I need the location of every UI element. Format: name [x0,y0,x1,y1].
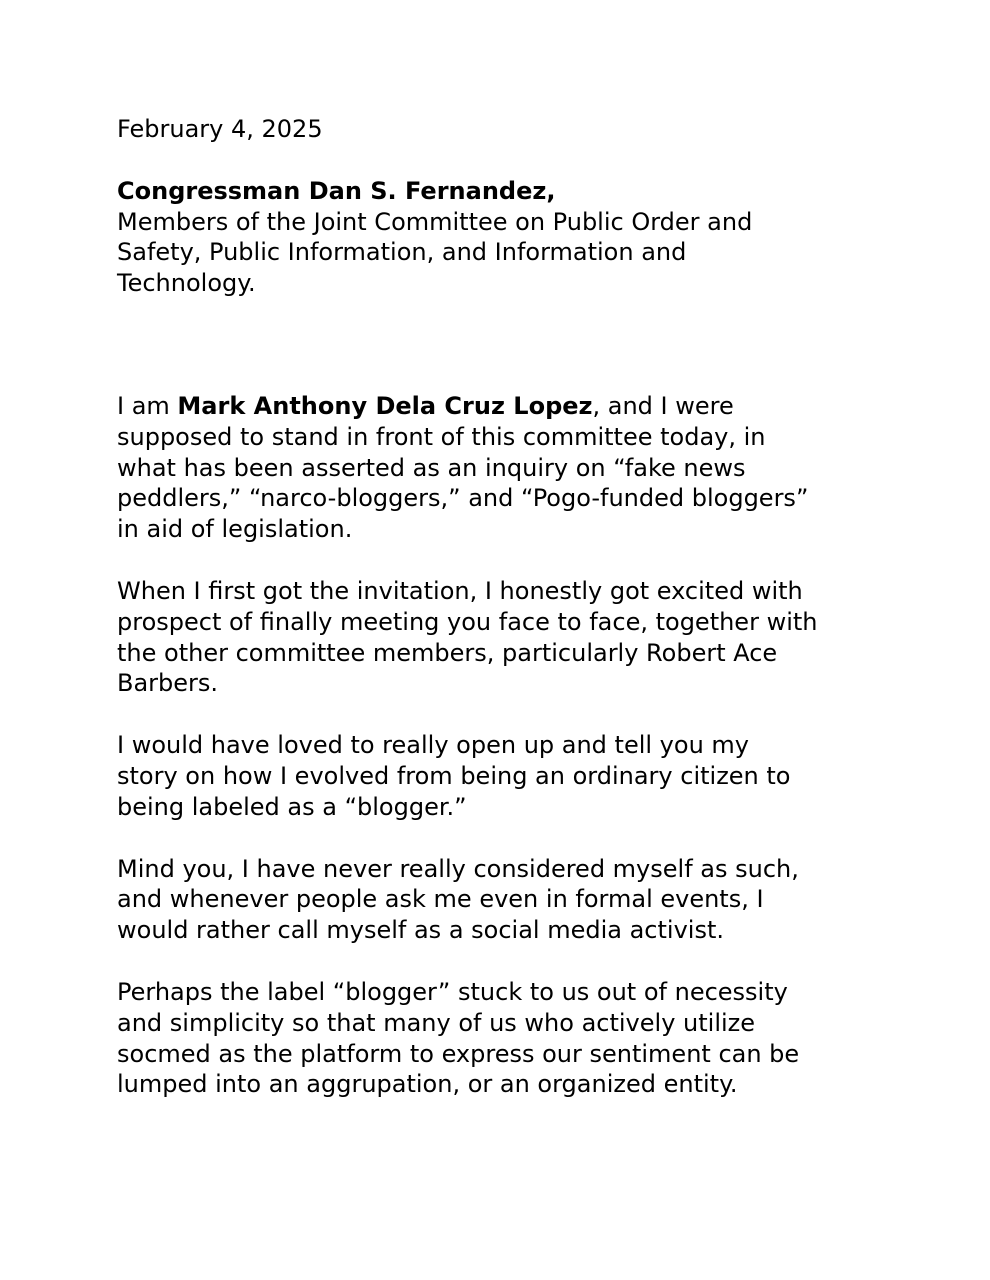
intro-line: in aid of legislation. [117,515,353,544]
body-paragraph [117,854,917,946]
intro-prefix: I am [117,391,178,420]
paragraph-line: socmed as the platform to express our sentiment can be [117,1039,800,1068]
addressee-line: Members of the Joint Committee on Public Order and [117,207,753,236]
paragraph-line: Perhaps the label “blogger” stuck to us out of necessity [117,977,788,1006]
letter-date: February 4, 2025 [117,115,323,143]
author-name: Mark Anthony Dela Cruz Lopez [177,391,593,420]
intro-line: supposed to stand in front of this committee today, in [117,422,766,451]
intro-paragraph [117,391,917,545]
paragraph-line: lumped into an aggrupation, or an organized entity. [117,1070,738,1099]
paragraph-line: Barbers. [117,669,219,698]
paragraph-line: Mind you, I have never really considered myself as such, [117,854,799,883]
paragraph-line: prospect of finally meeting you face to face, together with [117,607,818,636]
paragraph-line: being labeled as a “blogger.” [117,792,467,821]
addressee-name: Congressman Dan S. Fernandez, [117,176,556,205]
addressee-line: Safety, Public Information, and Information and [117,238,687,267]
body-paragraph [117,576,917,699]
letter-page [117,114,917,1131]
addressee-line: Technology. [117,269,256,298]
paragraph-line: would rather call myself as a social media activist. [117,916,724,945]
addressee-block [117,176,917,299]
intro-line [117,391,917,422]
paragraph-line: I would have loved to really open up and tell you my [117,731,749,760]
body-paragraph [117,730,917,822]
paragraph-line: When I first got the invitation, I honestly got excited with [117,576,803,605]
body-paragraph [117,977,917,1100]
paragraph-line: and whenever people ask me even in formal events, I [117,885,764,914]
letter-body [117,391,917,1100]
paragraph-line: the other committee members, particularly Robert Ace [117,638,778,667]
paragraph-line: and simplicity so that many of us who actively utilize [117,1008,756,1037]
intro-suffix: , and I were [592,391,734,420]
paragraph-line: story on how I evolved from being an ordinary citizen to [117,761,791,790]
intro-line: what has been asserted as an inquiry on “fake news [117,453,746,482]
intro-line: peddlers,” “narco-bloggers,” and “Pogo-funded bloggers” [117,484,809,513]
